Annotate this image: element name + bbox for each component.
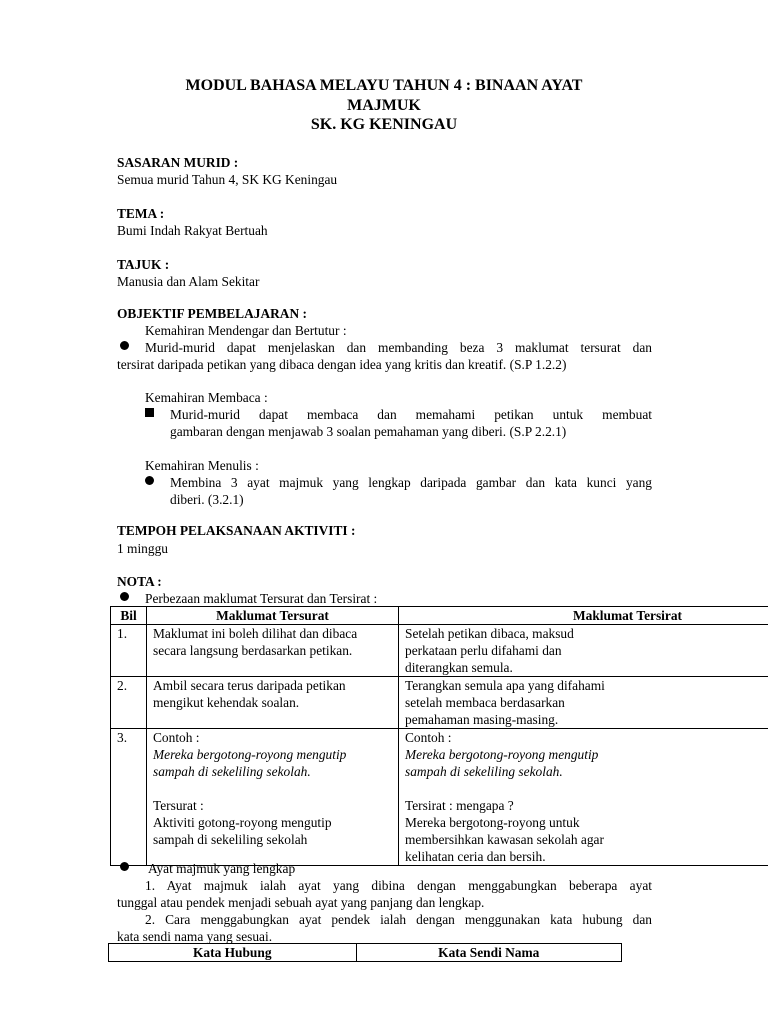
para1-line2: tunggal atau pendek menjadi sebuah ayat yang panjang dan lengkap. — [117, 895, 485, 910]
row-tersirat — [399, 677, 768, 729]
nota-bullet-1: Perbezaan maklumat Tersurat dan Tersirat : — [145, 591, 378, 606]
row-bil: 3. — [111, 729, 147, 866]
row-tersirat — [399, 625, 768, 677]
para1-line1: 1. Ayat majmuk ialah ayat yang dibina dengan menggabungkan beberapa ayat — [145, 878, 652, 893]
title-line-1: MODUL BAHASA MELAYU TAHUN 4 : BINAAN AYAT — [185, 77, 583, 94]
objektif-heading: OBJEKTIF PEMBELAJARAN : — [117, 306, 307, 321]
bullet-icon — [120, 341, 129, 350]
tersurat-answer: sampah di sekeliling sekolah — [153, 832, 308, 847]
cell-line: setelah membaca berdasarkan — [405, 695, 565, 710]
contoh-sentence: sampah di sekeliling sekolah. — [405, 764, 563, 779]
tersirat-answer: Mereka bergotong-royong untuk — [405, 815, 580, 830]
cell-line: diterangkan semula. — [405, 660, 513, 675]
sasaran-text: Semua murid Tahun 4, SK KG Keningau — [117, 172, 338, 187]
sasaran-heading: SASARAN MURID : — [117, 155, 239, 170]
header-tersurat: Maklumat Tersurat — [147, 607, 399, 625]
tajuk-text: Manusia dan Alam Sekitar — [117, 274, 260, 289]
header-kata-hubung: Kata Hubung — [109, 944, 357, 962]
tersirat-label: Tersirat : mengapa ? — [405, 798, 514, 813]
objektif-s2-line2: gambaran dengan menjawab 3 soalan pemahaman yang diberi. (S.P 2.2.1) — [170, 424, 567, 439]
cell-line: pemahaman masing-masing. — [405, 712, 559, 727]
row-tersurat — [147, 729, 399, 866]
tempoh-heading: TEMPOH PELAKSANAAN AKTIVITI : — [117, 523, 356, 538]
row-bil: 1. — [111, 625, 147, 677]
tajuk-heading: TAJUK : — [117, 257, 170, 272]
cell-line: Terangkan semula apa yang difahami — [405, 678, 605, 693]
tersurat-answer: Aktiviti gotong-royong mengutip — [153, 815, 332, 830]
tema-heading: TEMA : — [117, 206, 165, 221]
objektif-s3-line1: Membina 3 ayat majmuk yang lengkap daripada gambar dan kata kunci yang — [170, 475, 652, 490]
bullet-icon — [145, 476, 154, 485]
row-tersirat — [399, 729, 768, 866]
row-tersurat — [147, 677, 399, 729]
header-kata-sendi-nama: Kata Sendi Nama — [356, 944, 621, 962]
header-tersirat: Maklumat Tersirat — [399, 607, 768, 625]
para2-line2: kata sendi nama yang sesuai. — [117, 929, 273, 944]
tempoh-text: 1 minggu — [117, 541, 168, 556]
cell-line: Setelah petikan dibaca, maksud — [405, 626, 574, 641]
objektif-s3-title: Kemahiran Menulis : — [145, 458, 259, 473]
objektif-s2-title: Kemahiran Membaca : — [145, 390, 268, 405]
bullet-icon — [120, 592, 129, 601]
nota-bullet-2: Ayat majmuk yang lengkap — [148, 861, 296, 876]
objektif-s1-title: Kemahiran Mendengar dan Bertutur : — [145, 323, 347, 338]
title-line-3: SK. KG KENINGAU — [310, 116, 458, 133]
contoh-label: Contoh : — [405, 730, 452, 745]
contoh-sentence: Mereka bergotong-royong mengutip — [153, 747, 347, 762]
cell-line: mengikut kehendak soalan. — [153, 695, 300, 710]
cell-line: perkataan perlu difahami dan — [405, 643, 562, 658]
header-bil: Bil — [111, 607, 147, 625]
bullet-icon — [120, 862, 129, 871]
square-bullet-icon — [145, 408, 154, 417]
tersurat-label: Tersurat : — [153, 798, 204, 813]
cell-line: Ambil secara terus daripada petikan — [153, 678, 346, 693]
nota-heading: NOTA : — [117, 574, 162, 589]
notes-table — [110, 606, 768, 866]
document-title — [100, 76, 668, 135]
row-tersurat — [147, 625, 399, 677]
tema-text: Bumi Indah Rakyat Bertuah — [117, 223, 268, 238]
table-row — [111, 677, 768, 729]
objektif-s1-line2: tersirat daripada petikan yang dibaca dengan idea yang kritis dan kreatif. (S.P 1.2.2) — [117, 357, 567, 372]
tersirat-answer: membersihkan kawasan sekolah agar — [405, 832, 604, 847]
cell-line: secara langsung berdasarkan petikan. — [153, 643, 353, 658]
objektif-s1-line1: Murid-murid dapat menjelaskan dan membanding beza 3 maklumat tersurat dan — [145, 340, 652, 355]
title-line-2: MAJMUK — [347, 96, 421, 114]
para2-line1: 2. Cara menggabungkan ayat pendek ialah dengan menggunakan kata hubung dan — [145, 912, 652, 927]
kata-hubung-table — [108, 943, 622, 962]
table-row — [111, 625, 768, 677]
contoh-sentence: Mereka bergotong-royong mengutip — [405, 747, 599, 762]
objektif-s3-line2: diberi. (3.2.1) — [170, 492, 244, 507]
cell-line: Maklumat ini boleh dilihat dan dibaca — [153, 626, 358, 641]
table-row — [111, 729, 768, 866]
contoh-label: Contoh : — [153, 730, 200, 745]
tersirat-answer: kelihatan ceria dan bersih. — [405, 849, 546, 864]
objektif-s2-line1: Murid-murid dapat membaca dan memahami petikan untuk membuat — [170, 407, 652, 422]
contoh-sentence: sampah di sekeliling sekolah. — [153, 764, 311, 779]
row-bil: 2. — [111, 677, 147, 729]
